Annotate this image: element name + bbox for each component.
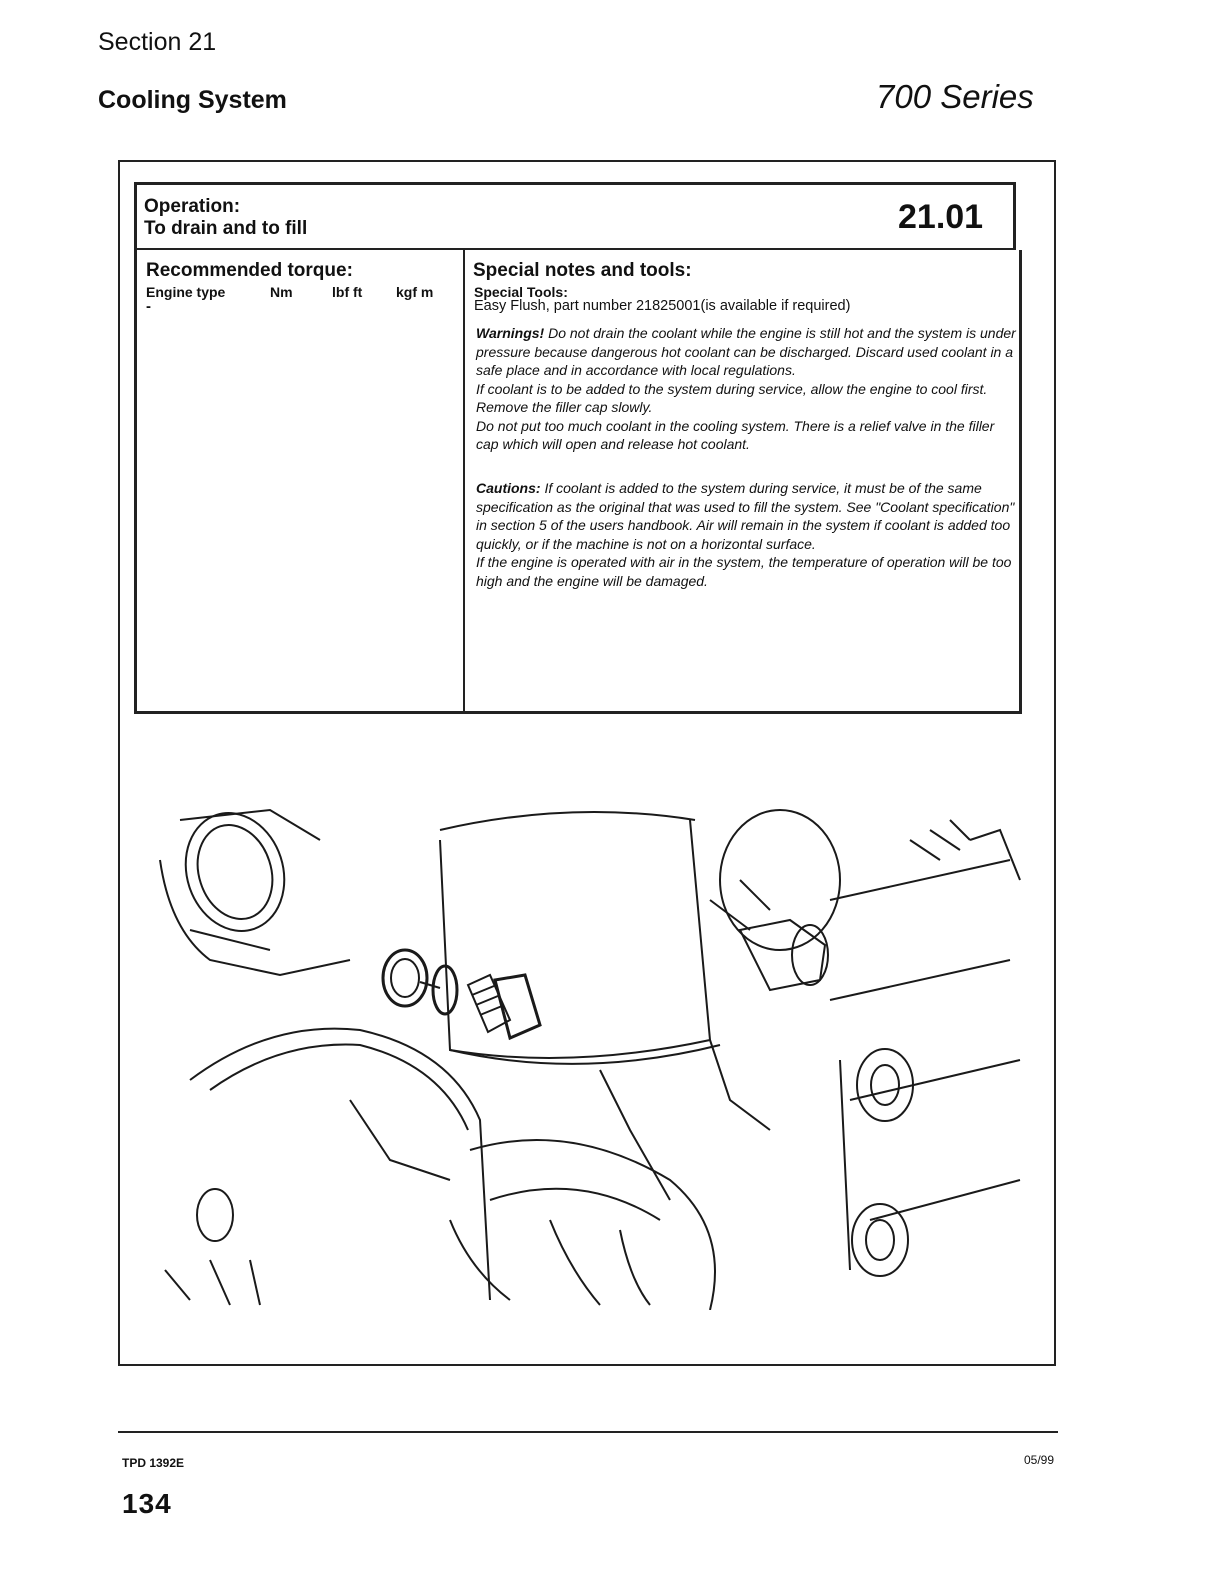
column-divider (463, 250, 465, 712)
operation-title: To drain and to fill (144, 218, 308, 239)
document-date: 05/99 (1024, 1453, 1055, 1467)
chapter-title: Cooling System (98, 86, 287, 114)
section-label: Section 21 (98, 28, 217, 56)
notes-title: Special notes and tools: (473, 260, 692, 281)
page-number: 134 (122, 1488, 172, 1519)
torque-row: - (146, 298, 151, 315)
cautions-text: If coolant is added to the system during service, it must be of the same specification as the original that was used to fill the system. See "Coolant specification" in section 5 of the users handbook. Air will remain in the system if coolant is added too quickly, or if the machine is not on a horizontal surface. If the engine is operated with air in the system, the temperature of operation will be too high and the engine will be damaged. (476, 480, 1015, 589)
torque-title: Recommended torque: (146, 260, 353, 281)
cautions-label: Cautions: (476, 480, 541, 496)
torque-col-kgf-m: kgf m (396, 284, 434, 300)
torque-col-lbf-ft: lbf ft (332, 284, 363, 300)
special-tools-text: Easy Flush, part number 21825001(is available if required) (474, 298, 851, 314)
torque-col-engine-type: Engine type (146, 284, 226, 300)
warnings-text: Do not drain the coolant while the engine is still hot and the system is under pressure because dangerous hot coolant can be discharged. Discard used coolant in a safe place and in accordance with local regulations. If coolant is to be added to the system during service, allow the engine to cool first. Remove the filler cap slowly. Do not put too much coolant in the cooling system. There is a relief valve in the filler cap which will open and release hot coolant. (476, 325, 1016, 452)
operation-number: 21.01 (898, 198, 984, 236)
cautions-paragraph (476, 479, 1016, 590)
warnings-paragraph (476, 324, 1016, 454)
series-title: 700 Series (876, 78, 1034, 115)
engine-drain-plug-illustration (150, 800, 1030, 1310)
document-code: TPD 1392E (122, 1456, 185, 1470)
special-tools-label: Special Tools: (474, 284, 568, 300)
footer-rule (118, 1431, 1058, 1433)
torque-col-nm: Nm (270, 284, 293, 300)
warnings-label: Warnings! (476, 325, 545, 341)
operation-label: Operation: (144, 196, 241, 217)
